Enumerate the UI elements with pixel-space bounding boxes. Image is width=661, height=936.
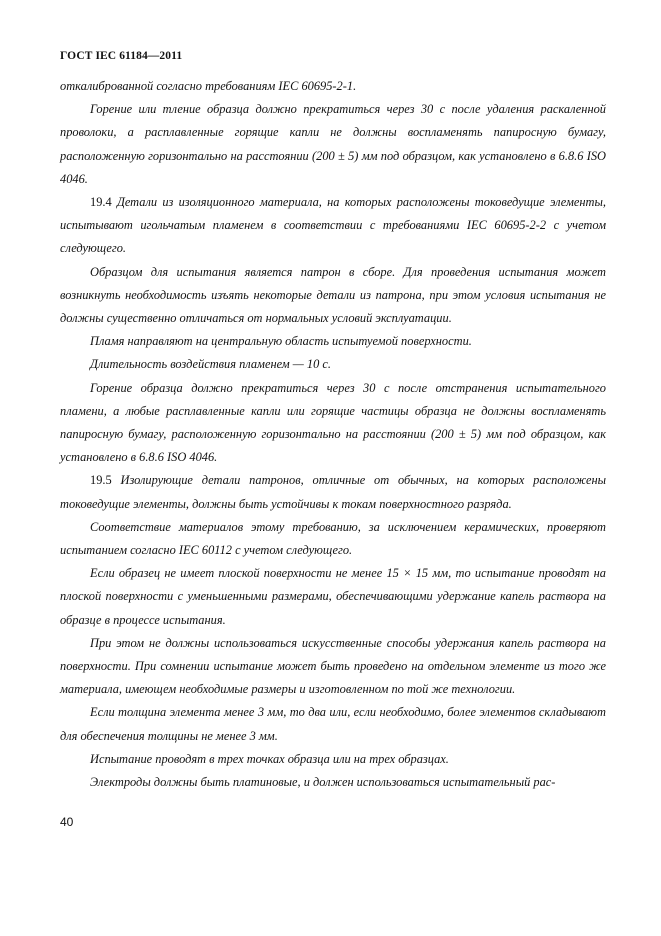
paragraph-text: Длительность воздействия пламенем — 10 с. (90, 357, 331, 372)
paragraph-text: Изолирующие детали патронов, отличные от обычных, на которых расположены токоведущие элементы, должны быть устойчивы к токам поверхностного разряда. (60, 473, 606, 511)
paragraph-text: Если образец не имеет плоской поверхности не менее 15 × 15 мм, то испытание проводят на плоской поверхности с уменьшенными размерами, обеспечивающими удержание капель раствора на образце в процессе испытания. (60, 566, 606, 627)
paragraph (60, 516, 606, 562)
paragraph (60, 377, 606, 470)
paragraph-text: При этом не должны использоваться искусственные способы удержания капель раствора на поверхности. При сомнении испытание может быть проведено на отдельном элементе из того же материала, имеющем необходимые размеры и изготовленном по той же технологии. (60, 635, 606, 697)
paragraph (60, 701, 606, 747)
document-body (60, 75, 606, 794)
clause-number: 19.5 (90, 473, 112, 488)
paragraph (60, 98, 606, 191)
paragraph-text: Пламя направляют на центральную область испытуемой поверхности. (90, 334, 472, 349)
paragraph-text: Электроды должны быть платиновые, и должен использоваться испытательный рас- (90, 775, 556, 790)
paragraph-text: Если толщина элемента менее 3 мм, то два или, если необходимо, более элементов складывают для обеспечения толщины не менее 3 мм. (60, 705, 606, 743)
paragraph (60, 632, 606, 702)
paragraph-text: Горение образца должно прекратиться через 30 с после отстранения испытательного пламени, а любые расплавленные капли или горящие частицы образца не должны воспламенять папиросную бумагу, расположенную горизонтально на расстоянии (200 ± 5) мм под образцом, как установлено в 6.8.6 ISO 4046. (60, 380, 606, 465)
paragraph-text: откалиброванной согласно требованиям IEC 60695-2-1. (60, 79, 357, 93)
paragraph (60, 261, 606, 331)
paragraph (60, 562, 606, 632)
paragraph-text: Соответствие материалов этому требованию, за исключением керамических, проверяют испытанием согласно IEC 60112 с учетом следующего. (60, 519, 606, 558)
paragraph (60, 748, 606, 771)
paragraph-continuation (60, 75, 606, 98)
paragraph (60, 353, 606, 376)
paragraph-clause-19-5 (60, 469, 606, 515)
paragraph-text: Образцом для испытания является патрон в сборе. Для проведения испытания может возникнуть необходимость изъять некоторые детали из патрона, при этом условия испытания не должны существенно отличаться от нормальных условий эксплуатации. (60, 264, 606, 326)
clause-number: 19.4 (90, 195, 112, 210)
paragraph-text: Детали из изоляционного материала, на которых расположены токоведущие элементы, испытывают игольчатым пламенем в соответствии с требованиями IEC 60695-2-2 с учетом следующего. (60, 195, 606, 256)
page-number: 40 (60, 815, 74, 829)
paragraph (60, 330, 606, 353)
paragraph-text: Испытание проводят в трех точках образца или на трех образцах. (90, 751, 449, 766)
paragraph-text: Горение или тление образца должно прекратиться через 30 с после удаления раскаленной проволоки, а расплавленные горящие капли не должны воспламенять папиросную бумагу, расположенную горизонтально на расстоянии (200 ± 5) мм под образцом, как установлено в 6.8.6 ISO 4046. (60, 102, 606, 186)
paragraph (60, 771, 606, 794)
paragraph-clause-19-4 (60, 191, 606, 261)
standard-header: ГОСТ IEC 61184—2011 (60, 50, 183, 62)
